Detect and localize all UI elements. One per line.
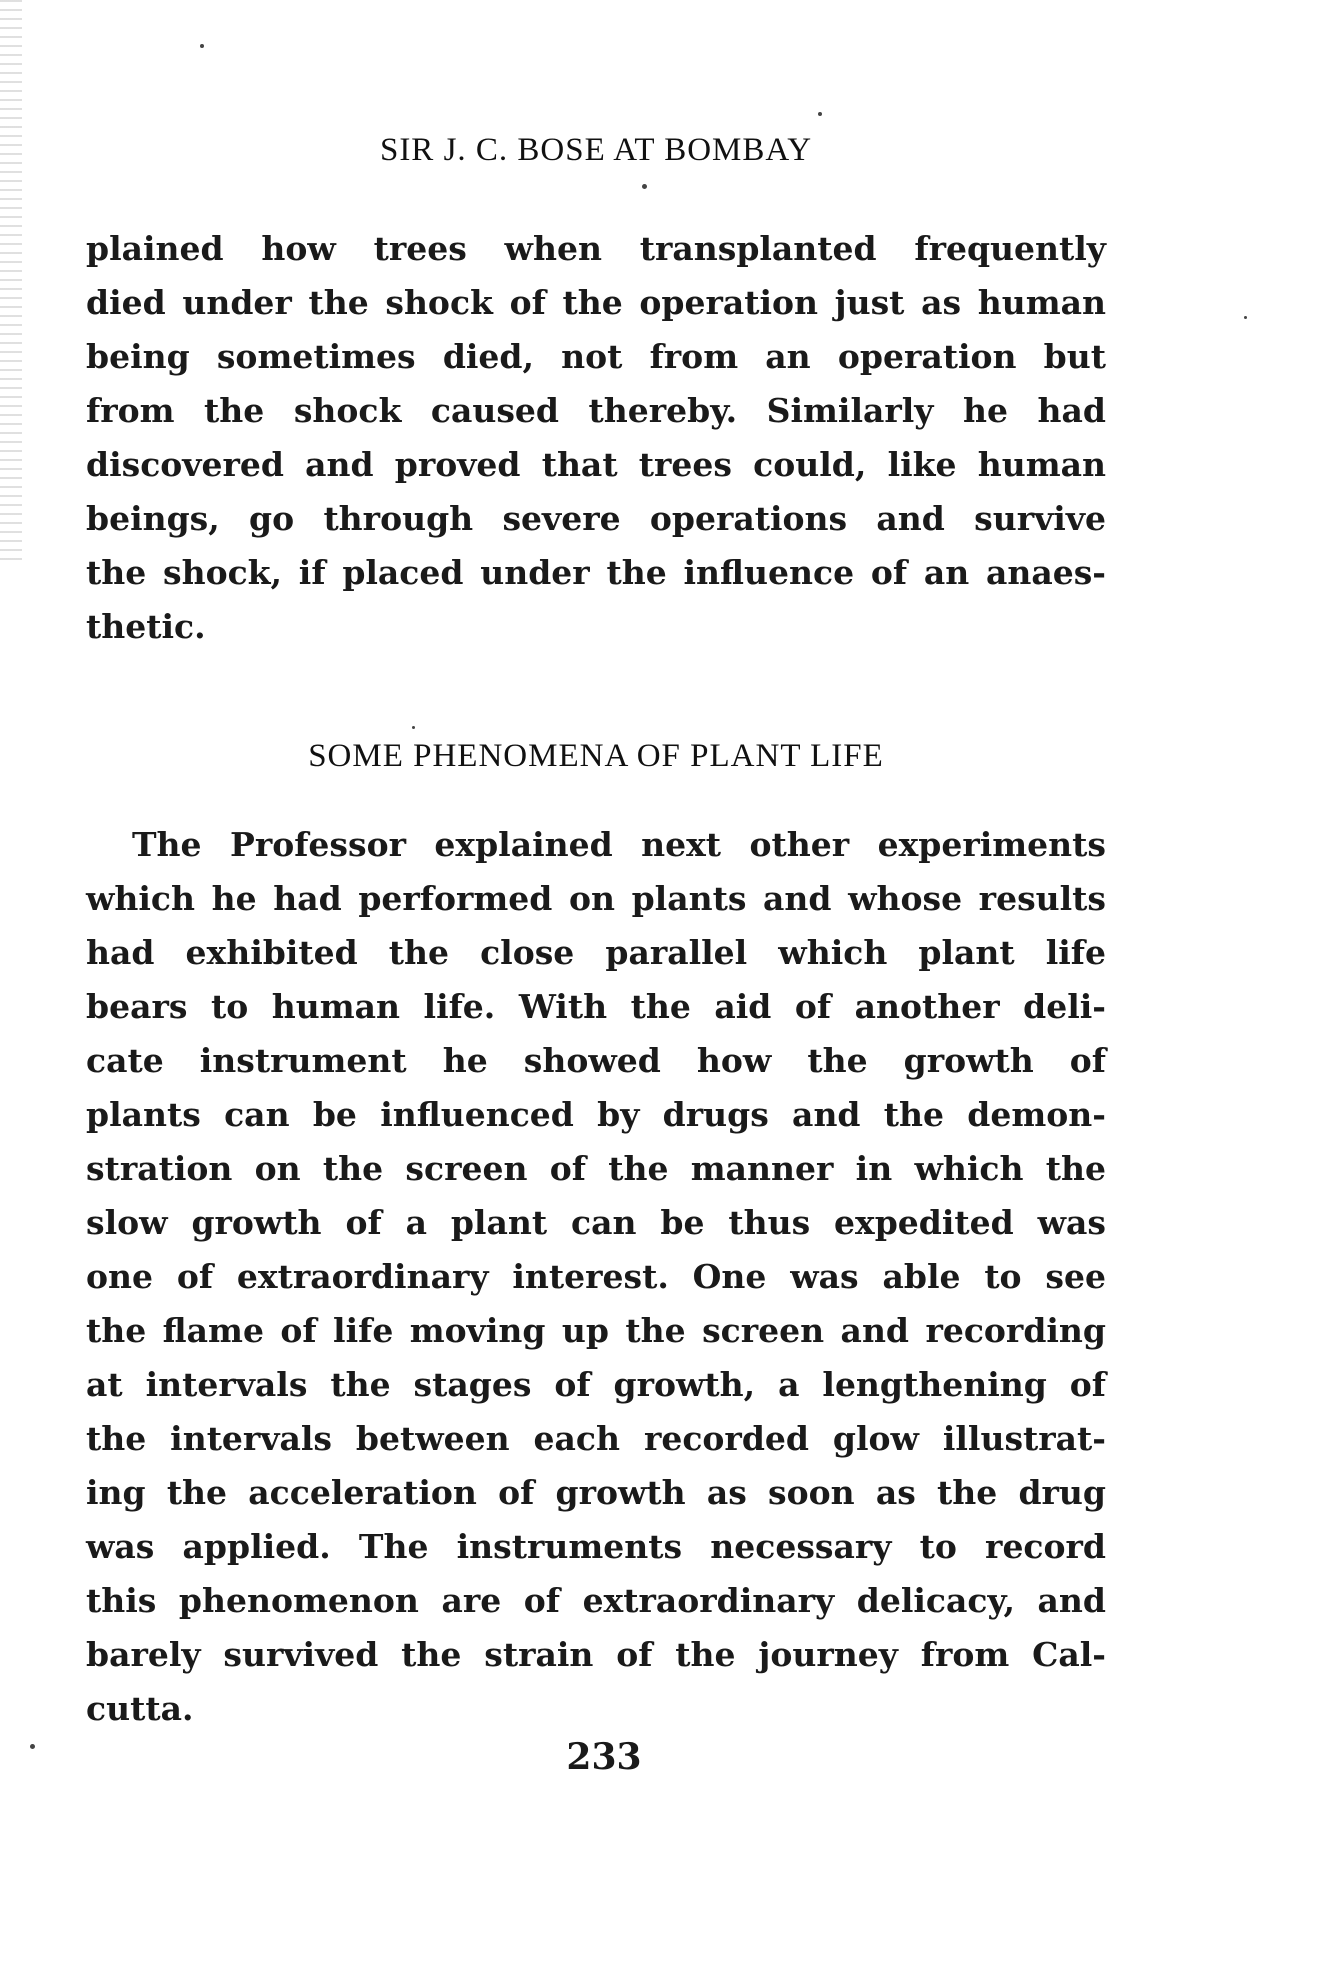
text-line: the flame of life moving up the screen and recording [86, 1311, 1106, 1350]
text-line: the intervals between each recorded glow illustrat- [86, 1419, 1106, 1458]
scan-edge-noise [0, 0, 22, 560]
scan-speck [412, 726, 415, 729]
text-line: thetic. [86, 607, 206, 646]
running-head: SIR J. C. BOSE AT BOMBAY [379, 132, 813, 168]
text-line: the shock, if placed under the influence of an anaes- [86, 553, 1106, 592]
text-line: plants can be influenced by drugs and the demon- [86, 1095, 1106, 1134]
scan-speck [642, 184, 647, 189]
text-line: slow growth of a plant can be thus expedited was [86, 1203, 1106, 1242]
text-line: was applied. The instruments necessary to record [86, 1527, 1106, 1566]
section-heading: SOME PHENOMENA OF PLANT LIFE [308, 738, 884, 774]
paragraph-2 [86, 818, 1106, 1736]
text-line: beings, go through severe operations and survive [86, 499, 1106, 538]
text-line: at intervals the stages of growth, a lengthening of [86, 1365, 1106, 1404]
text-line: The Professor explained next other experiments [132, 825, 1106, 864]
page-number: 233 [566, 1736, 642, 1778]
scan-speck [30, 1744, 35, 1749]
scan-speck [200, 44, 204, 48]
text-line: cutta. [86, 1689, 194, 1728]
text-line: had exhibited the close parallel which plant life [86, 933, 1106, 972]
text-line: bears to human life. With the aid of another deli- [86, 987, 1106, 1026]
text-line: which he had performed on plants and whose results [86, 879, 1106, 918]
text-line: stration on the screen of the manner in which the [86, 1149, 1106, 1188]
scan-speck [1244, 316, 1247, 319]
paragraph-1 [86, 222, 1106, 654]
text-line: died under the shock of the operation just as human [86, 283, 1106, 322]
text-line: from the shock caused thereby. Similarly he had [86, 391, 1106, 430]
text-line: ing the acceleration of growth as soon as the drug [86, 1473, 1106, 1512]
text-line: cate instrument he showed how the growth of [86, 1041, 1106, 1080]
text-line: barely survived the strain of the journey from Cal- [86, 1635, 1106, 1674]
text-line: this phenomenon are of extraordinary delicacy, and [86, 1581, 1106, 1620]
text-line: one of extraordinary interest. One was able to see [86, 1257, 1106, 1296]
text-line: plained how trees when transplanted frequently [86, 229, 1106, 268]
text-line: being sometimes died, not from an operation but [86, 337, 1106, 376]
scan-speck [818, 112, 822, 116]
text-line: discovered and proved that trees could, like human [86, 445, 1106, 484]
